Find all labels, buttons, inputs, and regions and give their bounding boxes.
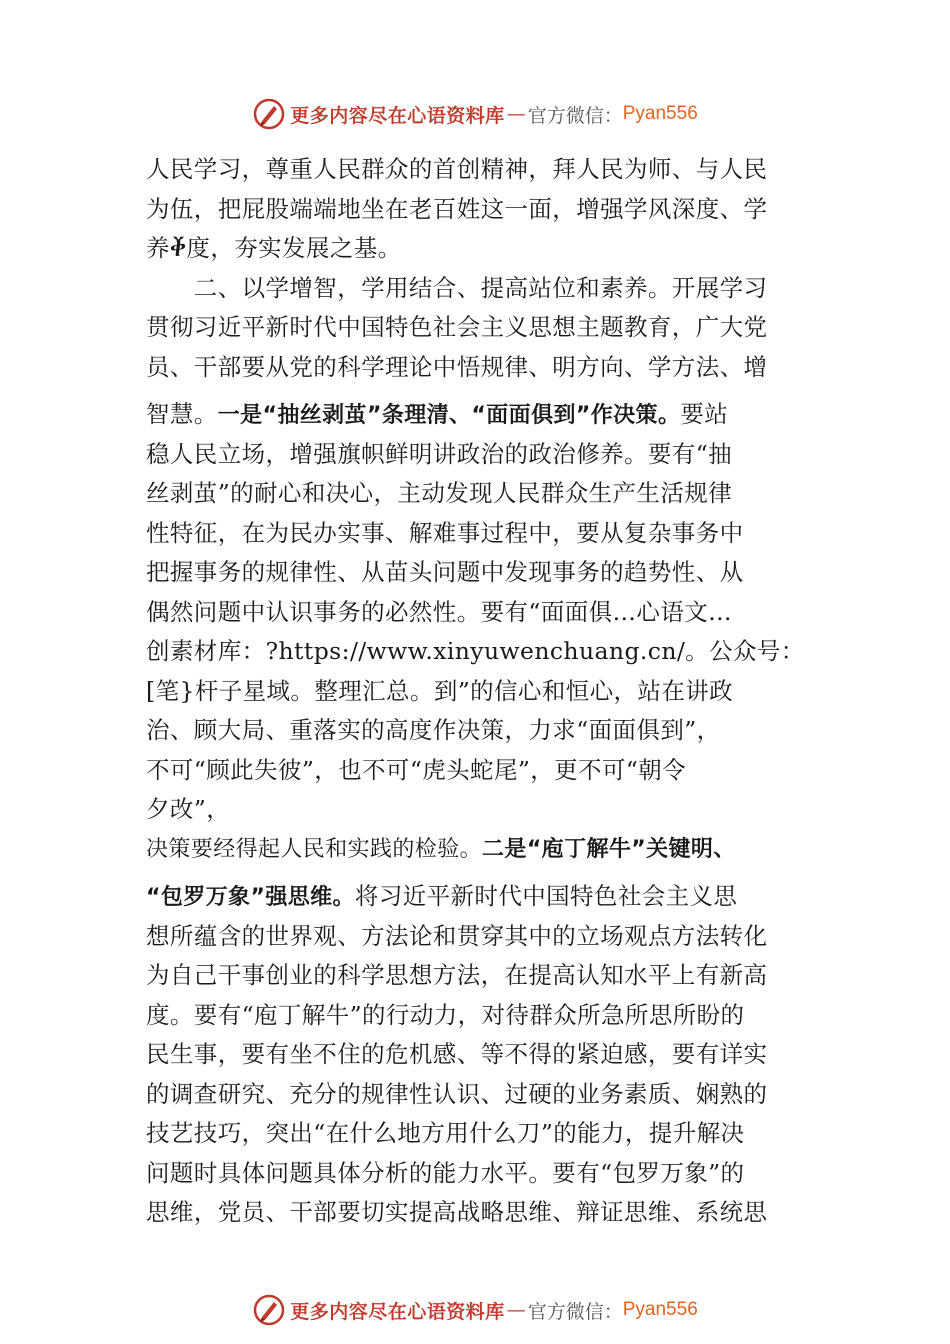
text-span: 养ⷀ度，夯实发展之基。 [146, 234, 402, 262]
text-line [146, 956, 811, 996]
text-span: 为自己干事创业的科学思想方法，在提高认知水平上有新高 [146, 961, 768, 989]
text-line [146, 435, 811, 475]
text-line [146, 632, 811, 672]
paragraph-gap [146, 387, 811, 395]
bold-heading-span: 一是“抽丝剥茧”条理清、“面面俱到”作决策。 [217, 403, 681, 428]
text-line [146, 190, 811, 230]
banner-separator: — [506, 103, 526, 125]
text-span: 不可“顾此失彼”，也不可“虎头蛇尾”，更不可“朝令 [146, 755, 687, 784]
text-span: 要站 [680, 400, 729, 428]
paragraph-gap [146, 869, 811, 877]
banner-brand: 更多内容尽在心语资料库 [290, 104, 505, 127]
text-span: 思维，党员、干部要切实提高战略思维、辩证思维、系统思 [146, 1198, 768, 1226]
text-line [146, 593, 811, 633]
footer-banner [0, 1290, 950, 1330]
text-line [146, 751, 811, 791]
text-line [146, 553, 811, 593]
text-line [146, 395, 811, 435]
text-span: 问题时具体问题具体分析的能力水平。要有“包罗万象”的 [146, 1158, 745, 1187]
text-span: 治、顾大局、重落实的高度作决策，力求“面面俱到”， [146, 716, 721, 744]
text-line [146, 229, 811, 269]
text-span: 的调查研究、充分的规律性认识、过硬的业务素质、娴熟的 [146, 1079, 768, 1108]
text-line [146, 711, 811, 751]
banner-separator: — [506, 1299, 526, 1321]
text-span: 民生事，要有坐不住的危机感、等不得的紧迫感，要有详实 [146, 1040, 768, 1068]
text-span: 智慧。 [146, 400, 218, 428]
bold-heading-span: 二是“庖丁解牛”关键明、 [482, 836, 736, 862]
text-span: 性特征，在为民办实事、解难事过程中，要从复杂事务中 [146, 518, 744, 547]
banner-wechat-id: Pyan556 [622, 103, 698, 124]
text-span: 夕改”， [146, 795, 231, 823]
text-span: 稳人民立场，增强旗帜鲜明讲政治的政治修养。要有“抽 [146, 439, 733, 468]
text-span: 贯彻习近平新时代中国特色社会主义思想主题教育，广大党 [146, 313, 768, 341]
text-span: 技艺技巧，突出“在什么地方用什么刀”的能力，提升解决 [146, 1119, 745, 1147]
text-line [146, 1193, 811, 1233]
text-span: 人民学习，尊重人民群众的首创精神，拜人民为师、与人民 [146, 155, 768, 183]
text-line [146, 1154, 811, 1194]
text-span: 把握事务的规律性、从苗头问题中发现事务的趋势性、从 [146, 558, 744, 586]
text-span: [笔}杆子星域。整理汇总。到”的信心和恒心，站在讲政 [146, 676, 734, 705]
text-line [146, 917, 811, 957]
text-line [146, 1075, 811, 1115]
text-span: 员、干部要从党的科学理论中悟规律、明方向、学方法、增 [146, 352, 768, 381]
pen-logo-icon [252, 97, 286, 131]
text-span: 创素材库：?https://www.xinyuwenchuang.cn/。公众号： [146, 637, 805, 665]
text-line [146, 672, 811, 712]
pen-logo-icon [252, 1293, 286, 1327]
text-line [146, 877, 811, 917]
text-line [146, 1035, 811, 1075]
text-span: 偶然问题中认识事务的必然性。要有“面面俱…心语文… [146, 597, 733, 626]
text-line [146, 790, 811, 830]
banner-official: 官方微信： [527, 104, 623, 127]
text-line [146, 830, 811, 870]
banner-brand: 更多内容尽在心语资料库 [290, 1300, 505, 1323]
text-line [146, 150, 811, 190]
header-banner [0, 94, 950, 134]
text-span: 想所蕴含的世界观、方法论和贯穿其中的立场观点方法转化 [146, 921, 768, 950]
text-line [146, 474, 811, 514]
text-line [146, 514, 811, 554]
document-body [146, 150, 811, 1233]
banner-wechat-id: Pyan556 [622, 1299, 698, 1320]
text-span: 为伍，把屁股端端地坐在老百姓这一面，增强学风深度、学 [146, 194, 768, 223]
text-line [146, 269, 811, 309]
text-line [146, 348, 811, 388]
text-span: 决策要经得起人民和实践的检验。 [146, 836, 483, 862]
text-line [146, 308, 811, 348]
text-line [146, 1114, 811, 1154]
bold-heading-span: “包罗万象”强思维。 [146, 885, 355, 910]
text-span: 丝剥茧”的耐心和决心，主动发现人民群众生产生活规律 [146, 479, 733, 507]
text-span: 将习近平新时代中国特色社会主义思 [354, 882, 738, 910]
text-line [146, 996, 811, 1036]
banner-official: 官方微信： [527, 1300, 623, 1323]
text-span: 度。要有“庖丁解牛”的行动力，对待群众所急所思所盼的 [146, 1000, 745, 1029]
text-span: 二、以学增智，学用结合、提高站位和素养。开展学习 [146, 273, 768, 302]
